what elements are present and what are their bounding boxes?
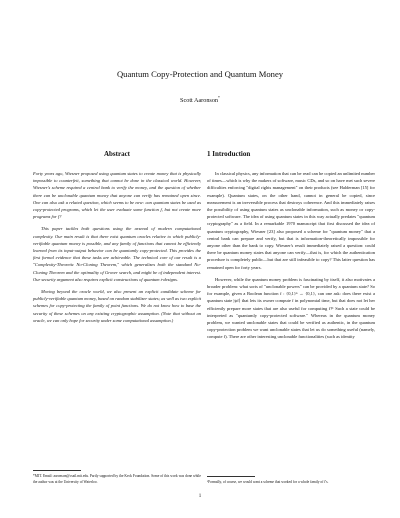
introduction-paragraph-2: However, while the quantum money problem is fascinating by itself, it also motivates a broader problem: what sorts of "unclonable powers" can be provided by a quantum state? So for example, given a Boolean function f : {0,1}ⁿ → {0,1}, can one ask: does there exist a quantum state |ψf⟩ that lets its owner compute f in polynomial time, but that does not let her efficiently prepare more states that are also useful for computing f?¹ Such a state could be interpreted as "quantumly copy-protected software." Whereas in the quantum money problem, we wanted unclonable states that could be verified as authentic, in the quantum copy-protection problem we want unclonable states that let us do something useful (namely, compute f). There are other interesting unclonable functionalities (such as identity: [207, 276, 375, 340]
abstract-paragraph-1: Forty years ago, Wiesner proposed using quantum states to create money that is physically impossible to counterfeit, something that cannot be done in the classical world. However, Wiesner's scheme required a central bank to verify the money, and the question of whether there can be unclonable quantum money that anyone can verify has remained open since. One can also ask a related question, which seems to be new: can quantum states be used as copy-protected programs, which let the user evaluate some function f, but not create more programs for f?: [33, 171, 201, 220]
footnote-rule-right: [207, 476, 255, 477]
footnote-left: *MIT. Email: aaronson@csail.mit.edu. Partly supported by the Keck Foundation. Some of this work was done while the author was at the University of Waterloo.: [33, 474, 201, 484]
author-footnote-mark: *: [218, 96, 220, 100]
introduction-paragraph-1: In classical physics, any information that can be read can be copied an unlimited number of times—which is why the makers of software, music CDs, and so on have met such severe difficulties enforcing "digital rights management" on their products (see Halderman [15] for example). Quantum states, on the other hand, cannot in general be copied, since measurement is an irreversible process that destroys coherence. And this immediately raises the possibility of using quantum states as unclonable information, such as money or copy-protected software. The idea of using quantum states in this way actually predates "quantum cryptography" as a field. In a remarkable 1970 manuscript that first discussed the idea of quantum cryptography, Wiesner [23] also proposed a scheme for "quantum money" that a central bank can prepare and verify, but that is information-theoretically impossible for anyone other than the bank to copy. Wiesner's result immediately raised a question: could there be quantum money states that anyone can verify—that is, for which the authentication procedure is completely public—but that are still infeasible to copy? This latter question has remained open for forty years.: [207, 171, 375, 270]
introduction-column: [207, 150, 375, 346]
footnote-rule-left: [33, 470, 81, 471]
abstract-paragraph-3: Moving beyond the oracle world, we also present an explicit candidate scheme for publicly-verifiable quantum money, based on random stabilizer states; as well as two explicit schemes for copy-protecting the family of point functions. We do not know how to base the security of these schemes on any existing cryptographic assumption. (Note that without an oracle, we can only hope for security under some computational assumption.): [33, 289, 201, 323]
author-name: Scott Aaronson: [180, 97, 219, 105]
introduction-heading: 1 Introduction: [207, 150, 251, 158]
footnote-right: ¹Formally, of course, we would want a scheme that worked for a whole family of f's.: [207, 480, 329, 484]
author-line: [0, 96, 400, 104]
paper-title: Quantum Copy-Protection and Quantum Money: [116, 69, 284, 79]
abstract-paragraph-2: This paper tackles both questions using the arsenal of modern computational complexity. Our main result is that there exist quantum oracles relative to which publicly-verifiable quantum money is possible, and any family of functions that cannot be efficiently learned from its input-output behavior can be quantumly copy-protected. This provides the first formal evidence that these tasks are achievable. The technical core of our result is a "Complexity-Theoretic No-Cloning Theorem," which generalizes both the standard No-Cloning Theorem and the optimality of Grover search, and might be of independent interest. Our security argument also requires explicit constructions of quantum t-designs.: [33, 226, 201, 282]
abstract-column: [33, 150, 201, 329]
abstract-heading: Abstract: [103, 150, 131, 158]
page-number: 1: [198, 494, 202, 499]
